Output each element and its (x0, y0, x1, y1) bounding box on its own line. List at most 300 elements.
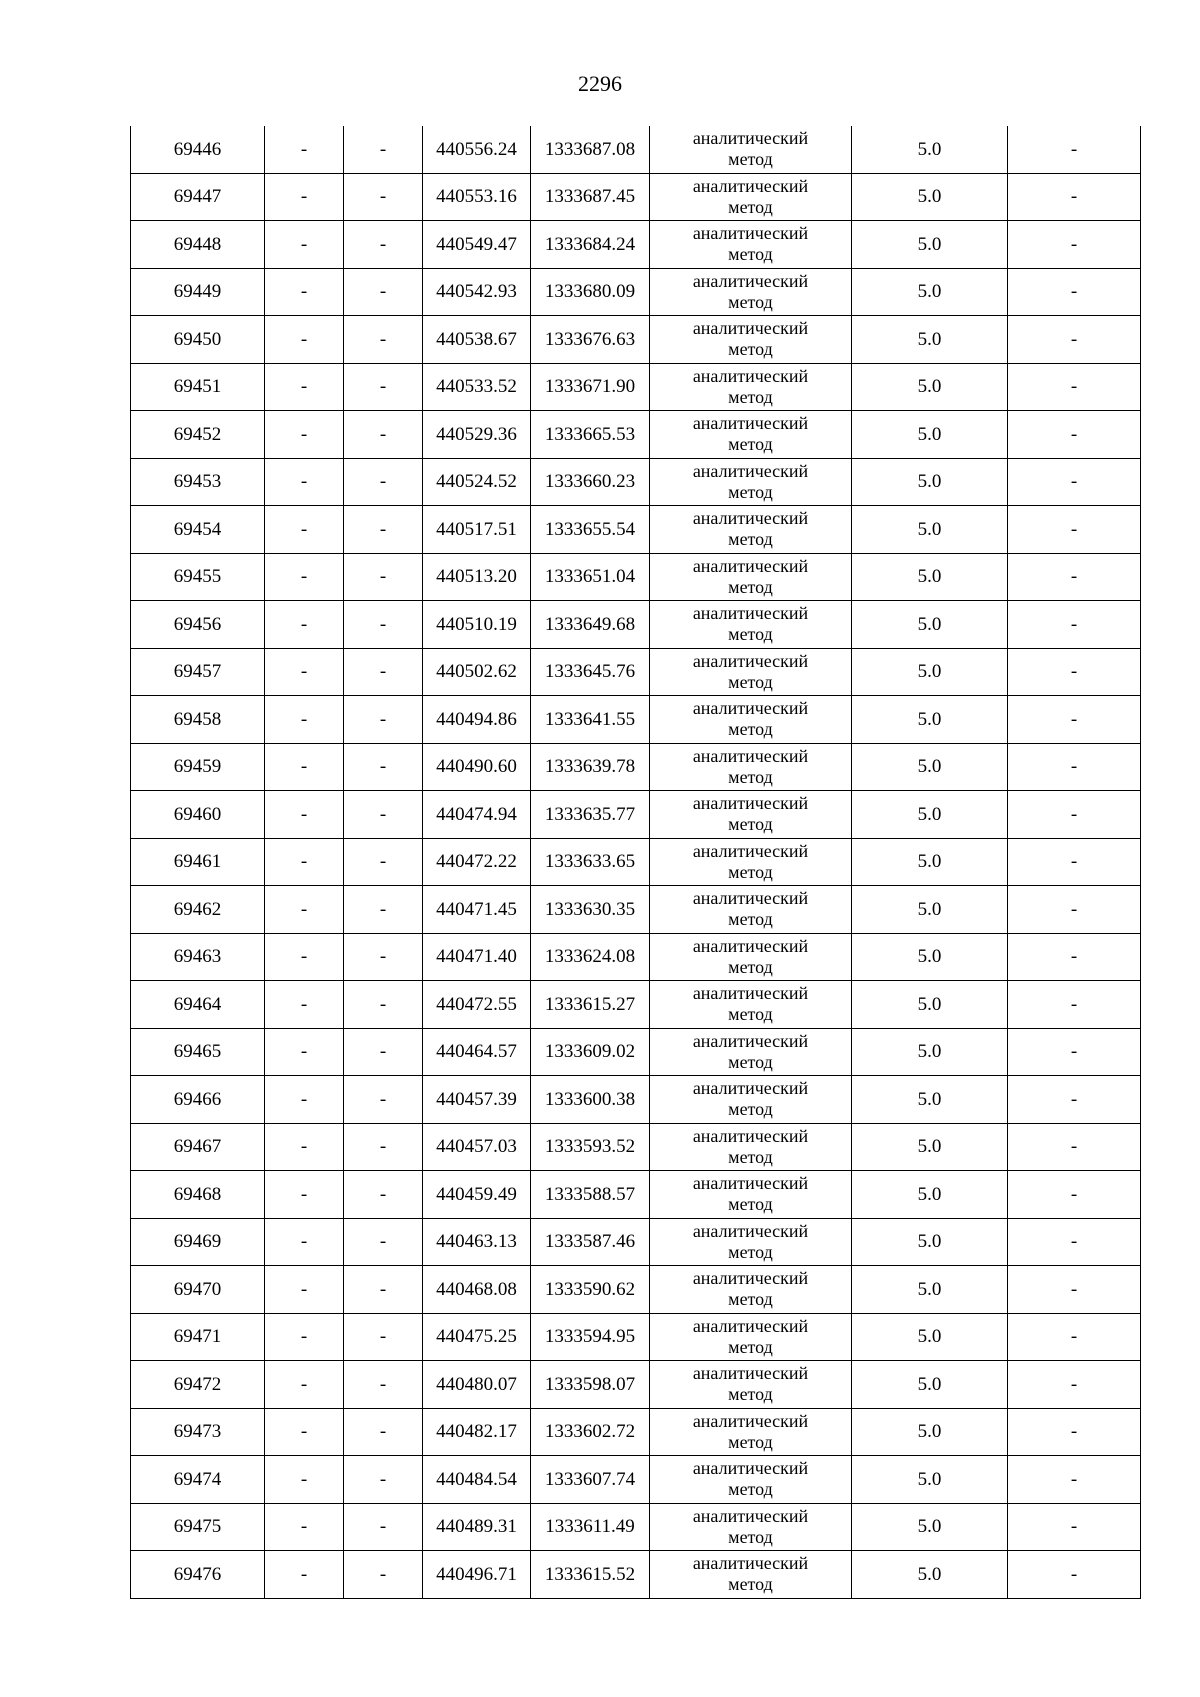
method-cell (650, 791, 852, 839)
accuracy-cell: 5.0 (852, 1313, 1008, 1361)
method-cell (650, 1503, 852, 1551)
empty-dash-cell: - (265, 838, 344, 886)
table-row (131, 316, 1141, 364)
empty-dash-cell: - (1008, 1076, 1141, 1124)
method-label-line2: метод (728, 1004, 773, 1025)
empty-dash-cell: - (344, 1408, 423, 1456)
accuracy-cell: 5.0 (852, 1028, 1008, 1076)
method-label-line1: аналитический (692, 128, 809, 149)
coordinate-y-cell: 1333660.23 (531, 458, 650, 506)
empty-dash-cell: - (1008, 838, 1141, 886)
method-label-line1: аналитический (692, 1458, 809, 1479)
coordinate-y-cell: 1333594.95 (531, 1313, 650, 1361)
method-cell (650, 1266, 852, 1314)
point-number-cell: 69455 (131, 553, 265, 601)
table-row (131, 743, 1141, 791)
method-cell (650, 268, 852, 316)
method-label-line2: метод (728, 1384, 773, 1405)
method-label-line2: метод (728, 1336, 773, 1357)
method-label-line2: метод (728, 624, 773, 645)
empty-dash-cell: - (1008, 648, 1141, 696)
method-label-line2: метод (728, 1194, 773, 1215)
table-row (131, 981, 1141, 1029)
table-row (131, 791, 1141, 839)
method-label-line1: аналитический (692, 698, 809, 719)
method-label-line1: аналитический (692, 175, 809, 196)
point-number-cell: 69473 (131, 1408, 265, 1456)
table-row (131, 1266, 1141, 1314)
accuracy-cell: 5.0 (852, 458, 1008, 506)
empty-dash-cell: - (265, 743, 344, 791)
point-number-cell: 69476 (131, 1551, 265, 1599)
empty-dash-cell: - (265, 1313, 344, 1361)
method-cell (650, 411, 852, 459)
method-label-line2: метод (728, 291, 773, 312)
empty-dash-cell: - (1008, 411, 1141, 459)
accuracy-cell: 5.0 (852, 316, 1008, 364)
empty-dash-cell: - (1008, 886, 1141, 934)
table-row (131, 506, 1141, 554)
method-label-line2: метод (728, 1241, 773, 1262)
empty-dash-cell: - (344, 696, 423, 744)
empty-dash-cell: - (344, 648, 423, 696)
coordinate-x-cell: 440524.52 (423, 458, 531, 506)
table-row (131, 838, 1141, 886)
empty-dash-cell: - (344, 126, 423, 173)
accuracy-cell: 5.0 (852, 1123, 1008, 1171)
empty-dash-cell: - (1008, 696, 1141, 744)
coordinate-y-cell: 1333676.63 (531, 316, 650, 364)
method-cell (650, 1028, 852, 1076)
method-cell (650, 1123, 852, 1171)
method-label-line1: аналитический (692, 1268, 809, 1289)
empty-dash-cell: - (344, 268, 423, 316)
table-row (131, 1503, 1141, 1551)
empty-dash-cell: - (265, 1361, 344, 1409)
empty-dash-cell: - (265, 506, 344, 554)
point-number-cell: 69458 (131, 696, 265, 744)
empty-dash-cell: - (344, 1361, 423, 1409)
point-number-cell: 69461 (131, 838, 265, 886)
method-label-line2: метод (728, 766, 773, 787)
accuracy-cell: 5.0 (852, 1503, 1008, 1551)
method-label-line2: метод (728, 1051, 773, 1072)
coordinate-y-cell: 1333687.45 (531, 173, 650, 221)
empty-dash-cell: - (1008, 1456, 1141, 1504)
empty-dash-cell: - (265, 1408, 344, 1456)
table-row (131, 1076, 1141, 1124)
method-label-line1: аналитический (692, 650, 809, 671)
accuracy-cell: 5.0 (852, 173, 1008, 221)
table-row (131, 886, 1141, 934)
table-row (131, 363, 1141, 411)
empty-dash-cell: - (1008, 221, 1141, 269)
method-cell (650, 316, 852, 364)
method-label-line2: метод (728, 1479, 773, 1500)
coordinate-y-cell: 1333611.49 (531, 1503, 650, 1551)
table-row (131, 1218, 1141, 1266)
empty-dash-cell: - (344, 458, 423, 506)
point-number-cell: 69449 (131, 268, 265, 316)
method-cell (650, 1456, 852, 1504)
method-label-line2: метод (728, 909, 773, 930)
method-cell (650, 1551, 852, 1599)
empty-dash-cell: - (1008, 363, 1141, 411)
empty-dash-cell: - (265, 601, 344, 649)
method-label-line2: метод (728, 196, 773, 217)
coordinate-x-cell: 440480.07 (423, 1361, 531, 1409)
empty-dash-cell: - (265, 126, 344, 173)
empty-dash-cell: - (344, 1028, 423, 1076)
empty-dash-cell: - (344, 1171, 423, 1219)
table-row (131, 933, 1141, 981)
coordinate-y-cell: 1333598.07 (531, 1361, 650, 1409)
table-row (131, 268, 1141, 316)
empty-dash-cell: - (1008, 1313, 1141, 1361)
empty-dash-cell: - (265, 648, 344, 696)
coordinate-x-cell: 440475.25 (423, 1313, 531, 1361)
accuracy-cell: 5.0 (852, 126, 1008, 173)
empty-dash-cell: - (344, 363, 423, 411)
coordinate-x-cell: 440553.16 (423, 173, 531, 221)
accuracy-cell: 5.0 (852, 268, 1008, 316)
coordinate-x-cell: 440472.55 (423, 981, 531, 1029)
table-row (131, 1313, 1141, 1361)
coordinate-y-cell: 1333649.68 (531, 601, 650, 649)
table-row (131, 458, 1141, 506)
point-number-cell: 69475 (131, 1503, 265, 1551)
coordinate-x-cell: 440513.20 (423, 553, 531, 601)
empty-dash-cell: - (265, 1218, 344, 1266)
method-cell (650, 601, 852, 649)
method-cell (650, 1171, 852, 1219)
coordinate-y-cell: 1333615.27 (531, 981, 650, 1029)
empty-dash-cell: - (344, 1551, 423, 1599)
point-number-cell: 69452 (131, 411, 265, 459)
method-label-line1: аналитический (692, 1505, 809, 1526)
coordinate-y-cell: 1333645.76 (531, 648, 650, 696)
coordinate-x-cell: 440489.31 (423, 1503, 531, 1551)
empty-dash-cell: - (1008, 126, 1141, 173)
empty-dash-cell: - (344, 601, 423, 649)
coordinate-x-cell: 440474.94 (423, 791, 531, 839)
point-number-cell: 69446 (131, 126, 265, 173)
empty-dash-cell: - (344, 838, 423, 886)
method-label-line1: аналитический (692, 1363, 809, 1384)
coordinate-y-cell: 1333635.77 (531, 791, 650, 839)
method-label-line1: аналитический (692, 935, 809, 956)
method-cell (650, 1218, 852, 1266)
point-number-cell: 69453 (131, 458, 265, 506)
point-number-cell: 69474 (131, 1456, 265, 1504)
coordinate-y-cell: 1333633.65 (531, 838, 650, 886)
method-label-line1: аналитический (692, 270, 809, 291)
empty-dash-cell: - (265, 696, 344, 744)
coordinate-y-cell: 1333665.53 (531, 411, 650, 459)
coordinate-y-cell: 1333655.54 (531, 506, 650, 554)
empty-dash-cell: - (1008, 1218, 1141, 1266)
empty-dash-cell: - (1008, 743, 1141, 791)
method-cell (650, 458, 852, 506)
method-label-line1: аналитический (692, 1078, 809, 1099)
coordinate-x-cell: 440502.62 (423, 648, 531, 696)
empty-dash-cell: - (344, 1123, 423, 1171)
method-label-line1: аналитический (692, 365, 809, 386)
coordinate-y-cell: 1333615.52 (531, 1551, 650, 1599)
empty-dash-cell: - (344, 791, 423, 839)
empty-dash-cell: - (265, 553, 344, 601)
point-number-cell: 69457 (131, 648, 265, 696)
empty-dash-cell: - (1008, 553, 1141, 601)
empty-dash-cell: - (344, 316, 423, 364)
empty-dash-cell: - (265, 1076, 344, 1124)
method-label-line2: метод (728, 814, 773, 835)
point-number-cell: 69459 (131, 743, 265, 791)
method-label-line1: аналитический (692, 508, 809, 529)
coordinate-x-cell: 440457.03 (423, 1123, 531, 1171)
table-row (131, 601, 1141, 649)
method-label-line2: метод (728, 1526, 773, 1547)
point-number-cell: 69448 (131, 221, 265, 269)
method-cell (650, 981, 852, 1029)
method-cell (650, 363, 852, 411)
method-cell (650, 126, 852, 173)
empty-dash-cell: - (265, 1503, 344, 1551)
coordinate-x-cell: 440463.13 (423, 1218, 531, 1266)
method-label-line2: метод (728, 861, 773, 882)
empty-dash-cell: - (265, 791, 344, 839)
empty-dash-cell: - (1008, 458, 1141, 506)
accuracy-cell: 5.0 (852, 363, 1008, 411)
coordinate-x-cell: 440542.93 (423, 268, 531, 316)
method-label-line2: метод (728, 434, 773, 455)
accuracy-cell: 5.0 (852, 1266, 1008, 1314)
coordinate-y-cell: 1333602.72 (531, 1408, 650, 1456)
empty-dash-cell: - (265, 1456, 344, 1504)
coordinate-y-cell: 1333680.09 (531, 268, 650, 316)
empty-dash-cell: - (344, 411, 423, 459)
empty-dash-cell: - (265, 363, 344, 411)
empty-dash-cell: - (1008, 1028, 1141, 1076)
table-row (131, 648, 1141, 696)
accuracy-cell: 5.0 (852, 743, 1008, 791)
empty-dash-cell: - (265, 221, 344, 269)
accuracy-cell: 5.0 (852, 933, 1008, 981)
coordinate-x-cell: 440556.24 (423, 126, 531, 173)
empty-dash-cell: - (265, 981, 344, 1029)
point-number-cell: 69460 (131, 791, 265, 839)
coordinate-x-cell: 440533.52 (423, 363, 531, 411)
point-number-cell: 69463 (131, 933, 265, 981)
accuracy-cell: 5.0 (852, 886, 1008, 934)
accuracy-cell: 5.0 (852, 1171, 1008, 1219)
point-number-cell: 69454 (131, 506, 265, 554)
empty-dash-cell: - (344, 886, 423, 934)
method-cell (650, 1076, 852, 1124)
table-row (131, 173, 1141, 221)
coordinate-x-cell: 440472.22 (423, 838, 531, 886)
point-number-cell: 69462 (131, 886, 265, 934)
point-number-cell: 69470 (131, 1266, 265, 1314)
method-label-line2: метод (728, 1289, 773, 1310)
empty-dash-cell: - (1008, 268, 1141, 316)
table-row (131, 221, 1141, 269)
coordinate-y-cell: 1333600.38 (531, 1076, 650, 1124)
empty-dash-cell: - (265, 1551, 344, 1599)
method-label-line1: аналитический (692, 603, 809, 624)
method-label-line2: метод (728, 529, 773, 550)
table-row (131, 411, 1141, 459)
method-label-line1: аналитический (692, 1315, 809, 1336)
method-cell (650, 1361, 852, 1409)
coordinate-y-cell: 1333651.04 (531, 553, 650, 601)
method-cell (650, 1313, 852, 1361)
table-row (131, 1361, 1141, 1409)
coordinates-table (130, 126, 1141, 1599)
page-number: 2296 (578, 71, 622, 96)
method-cell (650, 933, 852, 981)
point-number-cell: 69450 (131, 316, 265, 364)
empty-dash-cell: - (344, 173, 423, 221)
method-cell (650, 553, 852, 601)
coordinate-x-cell: 440496.71 (423, 1551, 531, 1599)
table-row (131, 1456, 1141, 1504)
method-label-line1: аналитический (692, 745, 809, 766)
empty-dash-cell: - (265, 1266, 344, 1314)
accuracy-cell: 5.0 (852, 1361, 1008, 1409)
accuracy-cell: 5.0 (852, 601, 1008, 649)
method-cell (650, 648, 852, 696)
table-body (131, 126, 1141, 1598)
table-row (131, 553, 1141, 601)
table-row (131, 696, 1141, 744)
method-label-line1: аналитический (692, 555, 809, 576)
empty-dash-cell: - (265, 886, 344, 934)
method-label-line2: метод (728, 1146, 773, 1167)
point-number-cell: 69469 (131, 1218, 265, 1266)
method-label-line2: метод (728, 386, 773, 407)
point-number-cell: 69466 (131, 1076, 265, 1124)
method-cell (650, 838, 852, 886)
coordinate-x-cell: 440538.67 (423, 316, 531, 364)
method-label-line1: аналитический (692, 1173, 809, 1194)
method-label-line1: аналитический (692, 460, 809, 481)
empty-dash-cell: - (265, 316, 344, 364)
accuracy-cell: 5.0 (852, 838, 1008, 886)
coordinate-x-cell: 440457.39 (423, 1076, 531, 1124)
empty-dash-cell: - (344, 933, 423, 981)
accuracy-cell: 5.0 (852, 696, 1008, 744)
method-label-line2: метод (728, 576, 773, 597)
empty-dash-cell: - (344, 221, 423, 269)
method-label-line2: метод (728, 244, 773, 265)
empty-dash-cell: - (1008, 1361, 1141, 1409)
method-cell (650, 696, 852, 744)
empty-dash-cell: - (265, 1028, 344, 1076)
method-cell (650, 1408, 852, 1456)
table-row (131, 1028, 1141, 1076)
empty-dash-cell: - (344, 981, 423, 1029)
coordinate-x-cell: 440517.51 (423, 506, 531, 554)
method-label-line1: аналитический (692, 223, 809, 244)
coordinate-y-cell: 1333587.46 (531, 1218, 650, 1266)
accuracy-cell: 5.0 (852, 791, 1008, 839)
empty-dash-cell: - (344, 1313, 423, 1361)
point-number-cell: 69467 (131, 1123, 265, 1171)
empty-dash-cell: - (265, 1123, 344, 1171)
method-label-line1: аналитический (692, 318, 809, 339)
coordinate-y-cell: 1333590.62 (531, 1266, 650, 1314)
method-cell (650, 506, 852, 554)
coordinate-y-cell: 1333588.57 (531, 1171, 650, 1219)
coordinate-x-cell: 440468.08 (423, 1266, 531, 1314)
point-number-cell: 69464 (131, 981, 265, 1029)
coordinate-x-cell: 440490.60 (423, 743, 531, 791)
method-label-line1: аналитический (692, 840, 809, 861)
method-label-line2: метод (728, 671, 773, 692)
coordinate-x-cell: 440484.54 (423, 1456, 531, 1504)
empty-dash-cell: - (1008, 173, 1141, 221)
empty-dash-cell: - (1008, 1503, 1141, 1551)
method-label-line1: аналитический (692, 983, 809, 1004)
accuracy-cell: 5.0 (852, 981, 1008, 1029)
point-number-cell: 69451 (131, 363, 265, 411)
coordinate-x-cell: 440494.86 (423, 696, 531, 744)
empty-dash-cell: - (265, 458, 344, 506)
method-label-line1: аналитический (692, 793, 809, 814)
coordinate-y-cell: 1333593.52 (531, 1123, 650, 1171)
coordinate-x-cell: 440464.57 (423, 1028, 531, 1076)
method-cell (650, 886, 852, 934)
method-label-line2: метод (728, 1574, 773, 1595)
coordinate-x-cell: 440510.19 (423, 601, 531, 649)
point-number-cell: 69472 (131, 1361, 265, 1409)
method-label-line2: метод (728, 956, 773, 977)
empty-dash-cell: - (265, 933, 344, 981)
method-label-line2: метод (728, 149, 773, 170)
method-label-line1: аналитический (692, 888, 809, 909)
coordinate-y-cell: 1333687.08 (531, 126, 650, 173)
method-label-line1: аналитический (692, 1410, 809, 1431)
empty-dash-cell: - (1008, 1123, 1141, 1171)
coordinate-y-cell: 1333639.78 (531, 743, 650, 791)
method-cell (650, 743, 852, 791)
accuracy-cell: 5.0 (852, 1218, 1008, 1266)
coordinate-x-cell: 440471.45 (423, 886, 531, 934)
accuracy-cell: 5.0 (852, 1456, 1008, 1504)
empty-dash-cell: - (265, 173, 344, 221)
empty-dash-cell: - (1008, 1551, 1141, 1599)
empty-dash-cell: - (265, 1171, 344, 1219)
accuracy-cell: 5.0 (852, 411, 1008, 459)
method-cell (650, 221, 852, 269)
method-label-line1: аналитический (692, 1030, 809, 1051)
method-label-line1: аналитический (692, 1125, 809, 1146)
method-label-line2: метод (728, 481, 773, 502)
coordinate-x-cell: 440459.49 (423, 1171, 531, 1219)
method-label-line1: аналитический (692, 1220, 809, 1241)
empty-dash-cell: - (1008, 601, 1141, 649)
empty-dash-cell: - (344, 1218, 423, 1266)
empty-dash-cell: - (344, 1503, 423, 1551)
point-number-cell: 69468 (131, 1171, 265, 1219)
empty-dash-cell: - (265, 411, 344, 459)
point-number-cell: 69456 (131, 601, 265, 649)
empty-dash-cell: - (1008, 506, 1141, 554)
empty-dash-cell: - (1008, 791, 1141, 839)
method-label-line1: аналитический (692, 1553, 809, 1574)
point-number-cell: 69447 (131, 173, 265, 221)
